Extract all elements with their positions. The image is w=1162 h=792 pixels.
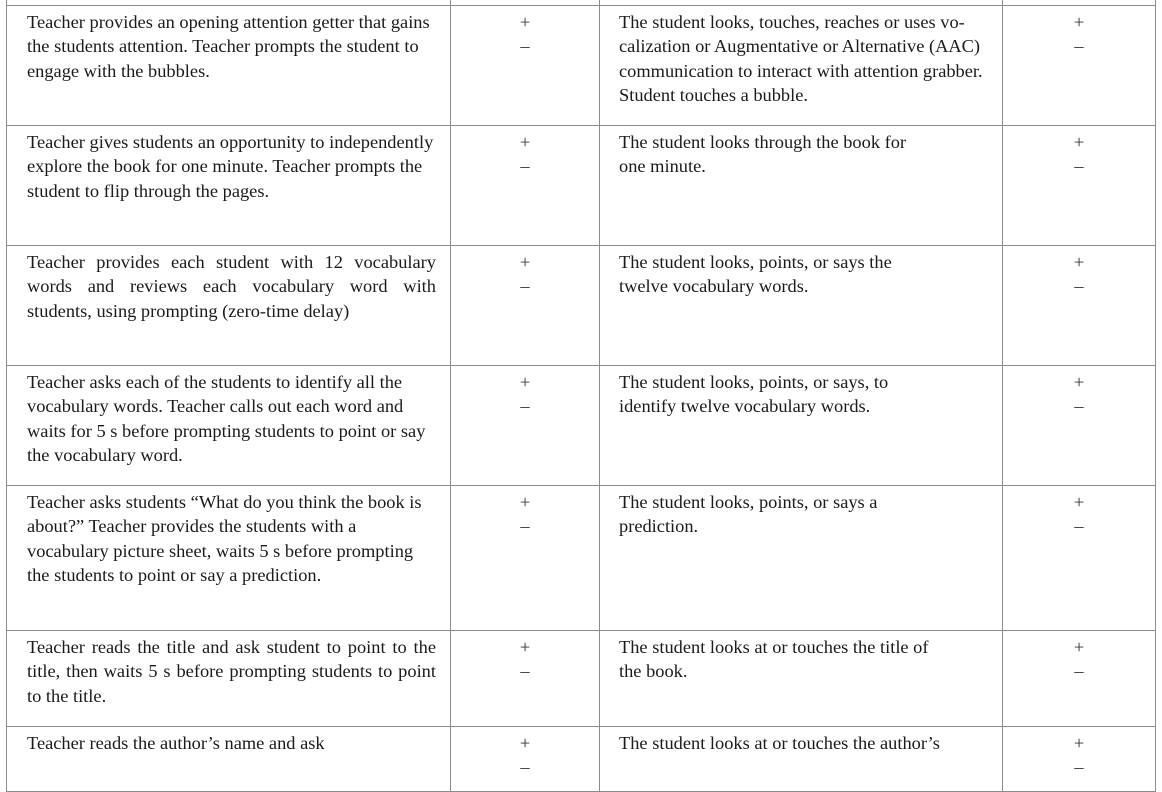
teacher-score-cell	[451, 486, 600, 631]
teacher-step-text: Teacher asks each of the students to identify all the vocabulary words. Teacher calls out each word and waits for 5 s before prompting students to point or say the vocabulary word.	[27, 372, 426, 466]
teacher-step-text: Teacher asks students “What do you think the book is about?” Teacher provides the students with a vocabulary picture sheet, waits 5 s before prompting the students to point or say a prediction.	[27, 492, 422, 586]
student-response-cell	[600, 727, 1003, 792]
plus-mark[interactable]: +	[519, 12, 531, 32]
student-response-text: The student looks, points, or says a prediction.	[619, 492, 878, 537]
teacher-step-text: Teacher provides each student with 12 vocabulary words and reviews each vocabulary word with students, using prompting (zero-time delay)	[27, 252, 436, 321]
teacher-step-cell	[7, 486, 451, 631]
fidelity-checklist-table-container	[6, 0, 1155, 792]
minus-mark[interactable]: –	[1074, 396, 1084, 417]
minus-mark[interactable]: –	[520, 757, 530, 778]
table-row	[7, 246, 1156, 366]
minus-mark[interactable]: –	[520, 156, 530, 177]
table-row	[7, 486, 1156, 631]
student-score-cell	[1003, 6, 1156, 126]
student-score-cell	[1003, 727, 1156, 792]
plus-mark[interactable]: +	[1073, 252, 1085, 272]
student-score-cell	[1003, 486, 1156, 631]
teacher-step-cell	[7, 6, 451, 126]
teacher-step-cell	[7, 246, 451, 366]
plus-mark[interactable]: +	[519, 637, 531, 657]
plus-mark[interactable]: +	[519, 132, 531, 152]
minus-mark[interactable]: –	[520, 396, 530, 417]
student-response-cell	[600, 631, 1003, 727]
teacher-score-cell	[451, 727, 600, 792]
minus-mark[interactable]: –	[520, 276, 530, 297]
student-response-cell	[600, 126, 1003, 246]
student-response-cell	[600, 6, 1003, 126]
student-response-text: The student looks at or touches the title of the book.	[619, 637, 929, 682]
table-row	[7, 126, 1156, 246]
teacher-step-text: Teacher gives students an opportunity to independently explore the book for one minute. Teacher prompts the student to flip through the pages.	[27, 132, 434, 201]
student-response-text: The student looks through the book for one minute.	[619, 132, 907, 177]
student-response-cell	[600, 366, 1003, 486]
student-score-cell	[1003, 366, 1156, 486]
teacher-step-cell	[7, 727, 451, 792]
minus-mark[interactable]: –	[1074, 36, 1084, 57]
minus-mark[interactable]: –	[1074, 661, 1084, 682]
teacher-step-cell	[7, 126, 451, 246]
student-response-text: The student looks, points, or says the twelve vocabulary words.	[619, 252, 892, 297]
plus-mark[interactable]: +	[1073, 492, 1085, 512]
minus-mark[interactable]: –	[520, 516, 530, 537]
table-row	[7, 366, 1156, 486]
teacher-score-cell	[451, 246, 600, 366]
plus-mark[interactable]: +	[1073, 12, 1085, 32]
teacher-step-text: Teacher reads the title and ask student to point to the title, then waits 5 s before prompting students to point to the title.	[27, 637, 436, 706]
minus-mark[interactable]: –	[520, 36, 530, 57]
student-score-cell	[1003, 126, 1156, 246]
student-response-cell	[600, 246, 1003, 366]
table-row	[7, 6, 1156, 126]
minus-mark[interactable]: –	[1074, 757, 1084, 778]
plus-mark[interactable]: +	[519, 492, 531, 512]
student-response-cell	[600, 486, 1003, 631]
minus-mark[interactable]: –	[1074, 516, 1084, 537]
teacher-step-cell	[7, 366, 451, 486]
student-score-cell	[1003, 246, 1156, 366]
plus-mark[interactable]: +	[1073, 132, 1085, 152]
plus-mark[interactable]: +	[519, 372, 531, 392]
table-row	[7, 727, 1156, 792]
plus-mark[interactable]: +	[519, 733, 531, 753]
fidelity-checklist-table	[6, 0, 1156, 792]
teacher-step-cell	[7, 631, 451, 727]
teacher-score-cell	[451, 366, 600, 486]
plus-mark[interactable]: +	[1073, 372, 1085, 392]
teacher-score-cell	[451, 6, 600, 126]
table-row	[7, 631, 1156, 727]
plus-mark[interactable]: +	[519, 252, 531, 272]
teacher-step-text: Teacher provides an opening attention getter that gains the students attention. Teacher prompts the student to engage with the bubbles.	[27, 12, 430, 81]
minus-mark[interactable]: –	[1074, 156, 1084, 177]
teacher-score-cell	[451, 631, 600, 727]
student-response-text: The student looks, touches, reaches or uses vo- calization or Augmentative or Alternative (AAC) communication to interact with attention grabber. Student touches a bubble.	[619, 12, 983, 106]
teacher-step-text: Teacher reads the author’s name and ask	[27, 733, 325, 753]
plus-mark[interactable]: +	[1073, 637, 1085, 657]
student-response-text: The student looks at or touches the author’s	[619, 733, 940, 753]
student-response-text: The student looks, points, or says, to identify twelve vocabulary words.	[619, 372, 889, 417]
minus-mark[interactable]: –	[1074, 276, 1084, 297]
minus-mark[interactable]: –	[520, 661, 530, 682]
plus-mark[interactable]: +	[1073, 733, 1085, 753]
student-score-cell	[1003, 631, 1156, 727]
teacher-score-cell	[451, 126, 600, 246]
